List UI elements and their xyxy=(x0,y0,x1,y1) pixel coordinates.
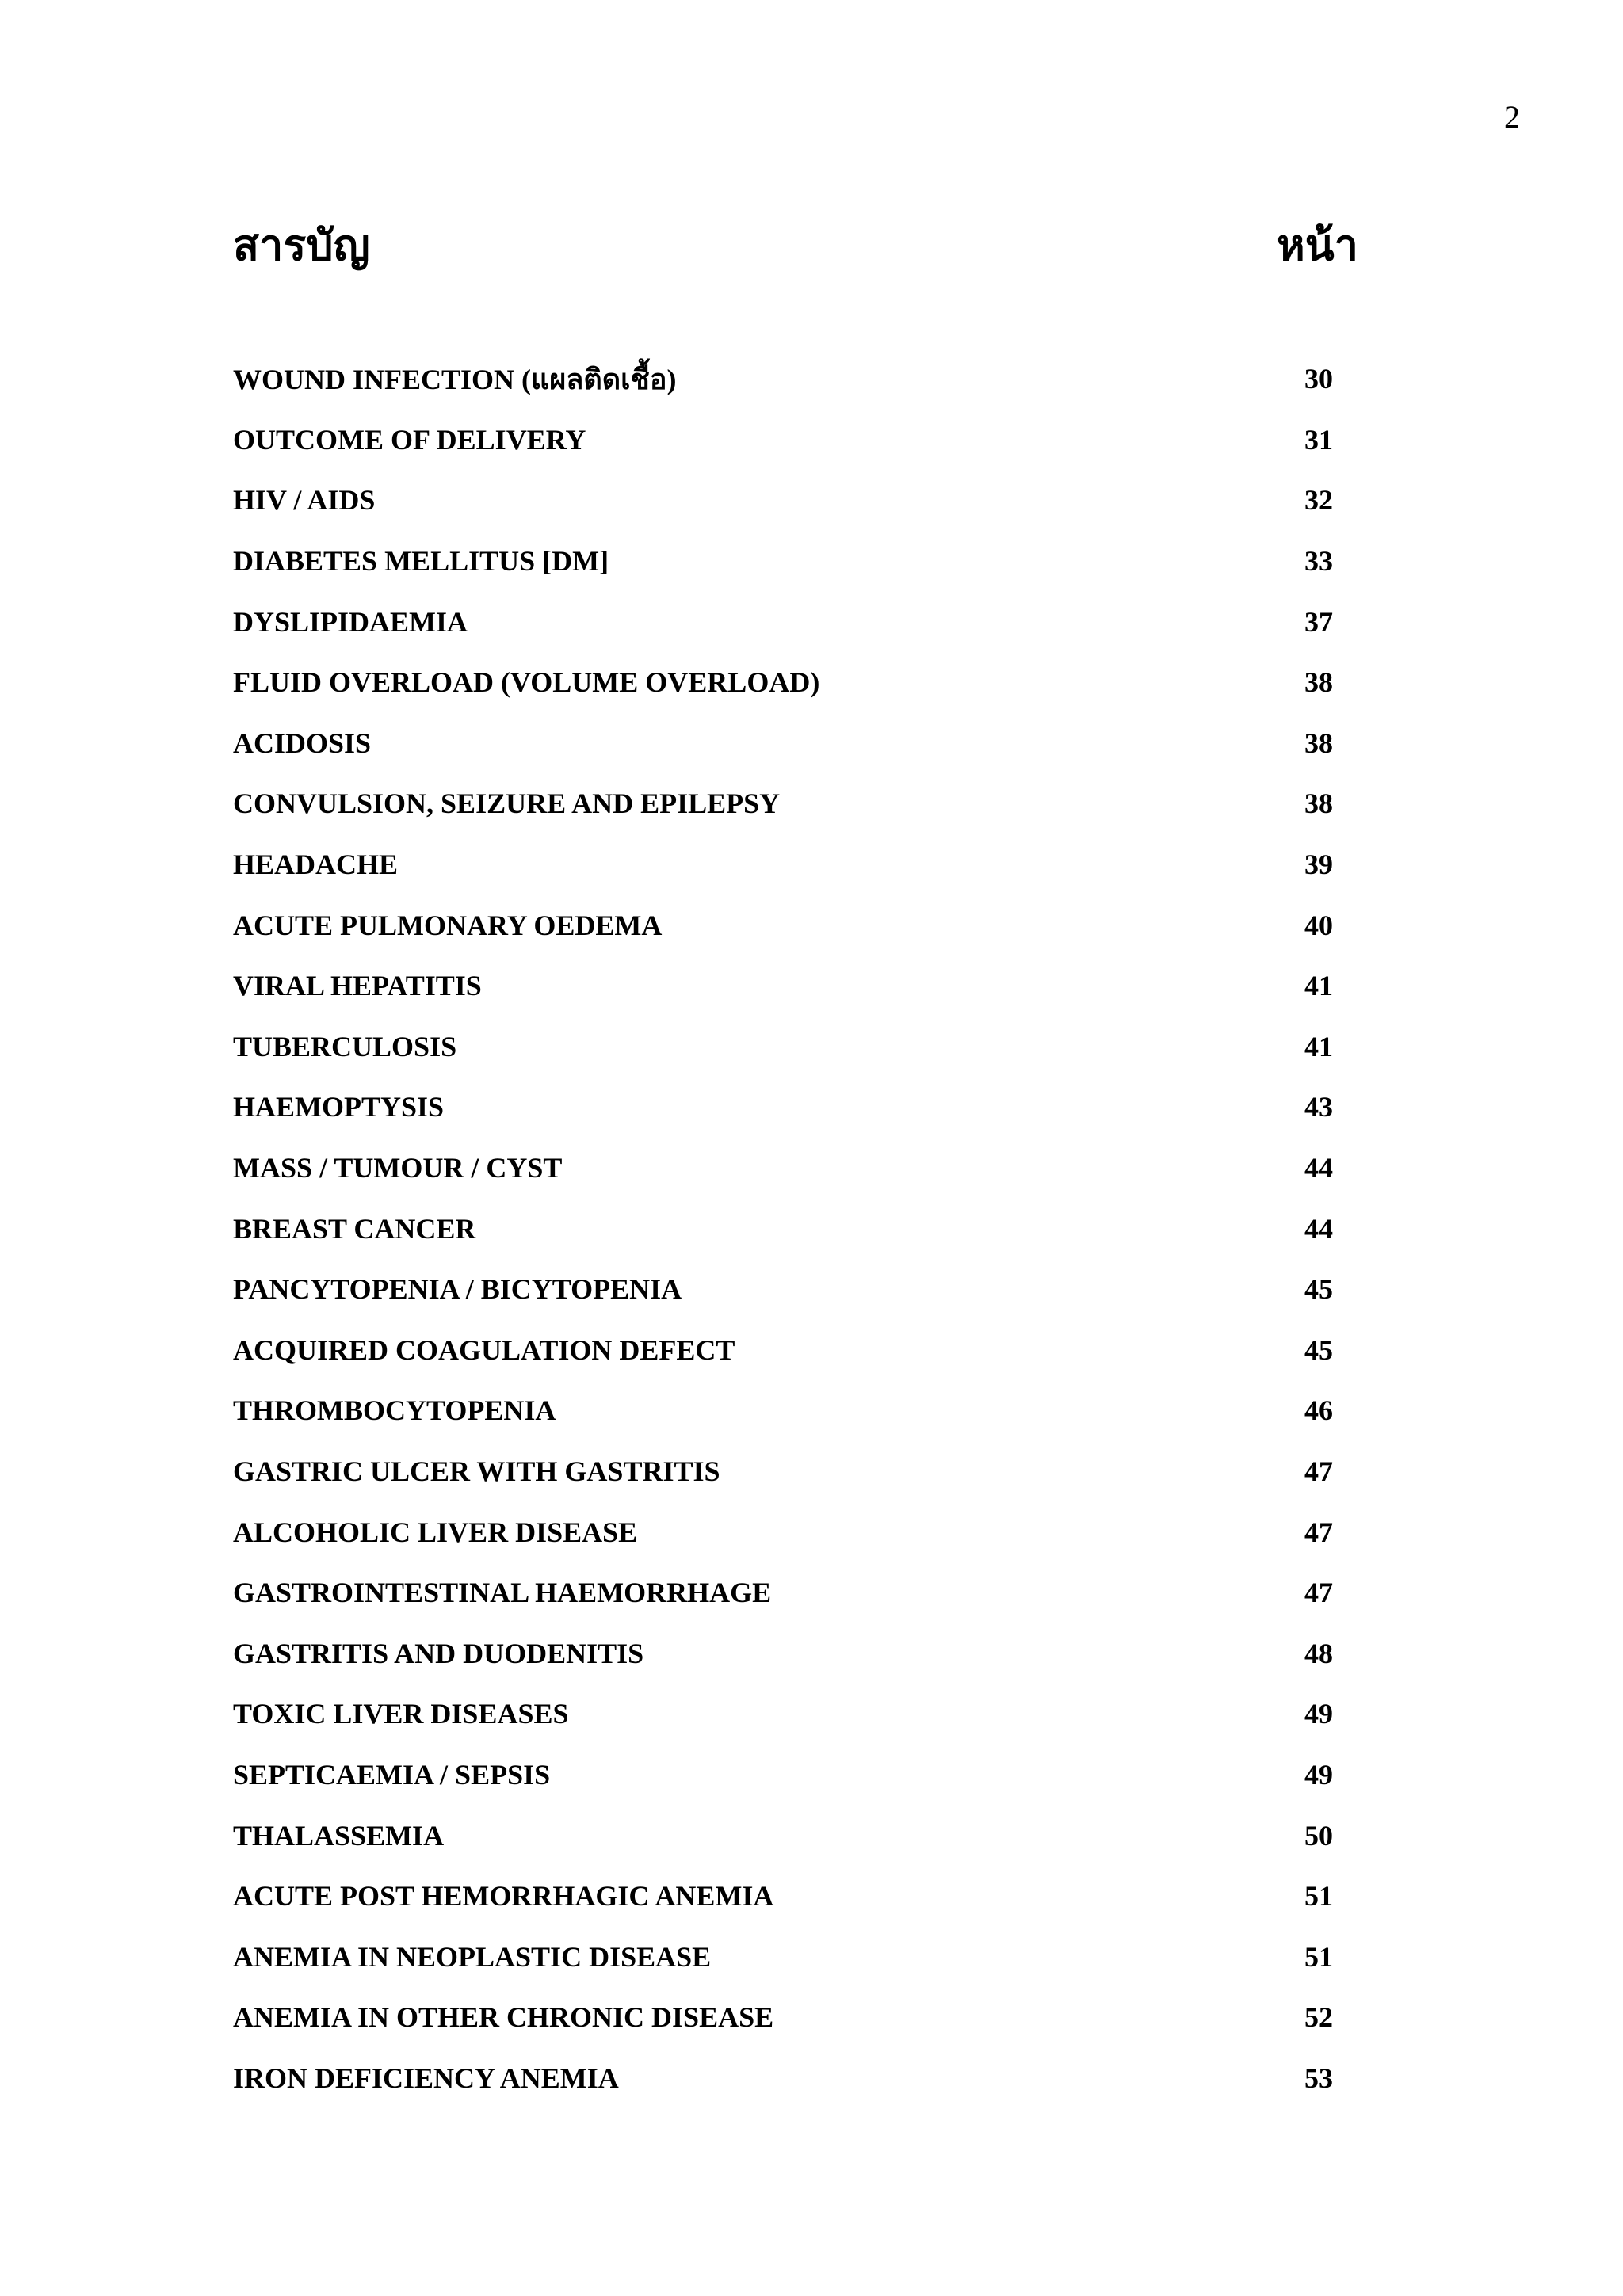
toc-entry-page-number: 33 xyxy=(1304,545,1333,578)
toc-entry-page-number: 40 xyxy=(1304,909,1333,941)
toc-entry-title: ANEMIA IN NEOPLASTIC DISEASE xyxy=(233,1940,712,1973)
toc-entry[interactable] xyxy=(233,531,1342,592)
toc-entry[interactable] xyxy=(233,1380,1342,1441)
toc-entry-title: HEADACHE xyxy=(233,849,399,881)
toc-entry-title: BREAST CANCER xyxy=(233,1212,476,1245)
toc-entry[interactable] xyxy=(233,349,1342,410)
toc-entry-title: ACIDOSIS xyxy=(233,727,372,759)
toc-entry[interactable] xyxy=(233,591,1342,652)
toc-page-column-heading: หน้า xyxy=(1277,222,1358,269)
toc-entry-page-number: 52 xyxy=(1304,2001,1333,2034)
toc-entry-title: HIV / AIDS xyxy=(233,484,376,517)
toc-entry-page-number: 31 xyxy=(1304,423,1333,456)
toc-entry[interactable] xyxy=(233,834,1342,895)
toc-entry-title: SEPTICAEMIA / SEPSIS xyxy=(233,1758,551,1791)
toc-entry-page-number: 43 xyxy=(1304,1091,1333,1123)
toc-entry-page-number: 47 xyxy=(1304,1455,1333,1487)
toc-entry-page-number: 37 xyxy=(1304,605,1333,638)
toc-entry-title: MASS / TUMOUR / CYST xyxy=(233,1152,563,1184)
toc-entry-title: ACQUIRED COAGULATION DEFECT xyxy=(233,1333,735,1366)
toc-entry-title: GASTRITIS AND DUODENITIS xyxy=(233,1637,644,1669)
toc-entry-title: ACUTE POST HEMORRHAGIC ANEMIA xyxy=(233,1880,774,1913)
toc-entry-page-number: 38 xyxy=(1304,727,1333,759)
toc-entry-page-number: 41 xyxy=(1304,1030,1333,1062)
toc-entry[interactable] xyxy=(233,1138,1342,1199)
toc-entry-title: WOUND INFECTION (แผลติดเชื้อ) xyxy=(233,363,677,395)
toc-entry[interactable] xyxy=(233,1745,1342,1806)
toc-entry-page-number: 44 xyxy=(1304,1152,1333,1184)
toc-entry-title: TOXIC LIVER DISEASES xyxy=(233,1698,569,1730)
toc-entry[interactable] xyxy=(233,1684,1342,1745)
toc-entry-page-number: 39 xyxy=(1304,849,1333,881)
toc-entry[interactable] xyxy=(233,1866,1342,1927)
toc-entry[interactable] xyxy=(233,1077,1342,1138)
toc-entry[interactable] xyxy=(233,410,1342,471)
toc-entry[interactable] xyxy=(233,713,1342,774)
toc-entry-page-number: 30 xyxy=(1304,363,1333,395)
toc-entry-title: TUBERCULOSIS xyxy=(233,1030,457,1062)
toc-entry-page-number: 32 xyxy=(1304,484,1333,517)
toc-entry[interactable] xyxy=(233,1926,1342,1987)
toc-entry-title: GASTRIC ULCER WITH GASTRITIS xyxy=(233,1455,720,1487)
toc-entry[interactable] xyxy=(233,1259,1342,1320)
toc-entry-title: ACUTE PULMONARY OEDEMA xyxy=(233,909,663,941)
toc-entry[interactable] xyxy=(233,652,1342,713)
toc-list xyxy=(233,349,1342,2108)
toc-entry-page-number: 46 xyxy=(1304,1394,1333,1427)
toc-entry-page-number: 47 xyxy=(1304,1577,1333,1609)
toc-entry-page-number: 38 xyxy=(1304,666,1333,699)
toc-entry-title: DYSLIPIDAEMIA xyxy=(233,605,468,638)
toc-entry-page-number: 53 xyxy=(1304,2061,1333,2094)
toc-entry[interactable] xyxy=(233,1805,1342,1866)
toc-entry-page-number: 45 xyxy=(1304,1333,1333,1366)
toc-entry[interactable] xyxy=(233,2048,1342,2109)
toc-entry-page-number: 45 xyxy=(1304,1273,1333,1306)
toc-entry[interactable] xyxy=(233,955,1342,1016)
toc-entry-title: THROMBOCYTOPENIA xyxy=(233,1394,556,1427)
toc-entry-title: FLUID OVERLOAD (VOLUME OVERLOAD) xyxy=(233,666,820,699)
toc-entry-title: OUTCOME OF DELIVERY xyxy=(233,423,586,456)
toc-entry[interactable] xyxy=(233,1987,1342,2048)
toc-entry[interactable] xyxy=(233,1320,1342,1381)
toc-entry[interactable] xyxy=(233,1198,1342,1259)
toc-entry-title: PANCYTOPENIA / BICYTOPENIA xyxy=(233,1273,682,1306)
toc-entry-title: CONVULSION, SEIZURE AND EPILEPSY xyxy=(233,788,781,820)
page-number: 2 xyxy=(1504,99,1520,135)
toc-entry-page-number: 47 xyxy=(1304,1516,1333,1548)
toc-entry-title: GASTROINTESTINAL HAEMORRHAGE xyxy=(233,1577,772,1609)
toc-entry-title: ANEMIA IN OTHER CHRONIC DISEASE xyxy=(233,2001,774,2034)
toc-entry[interactable] xyxy=(233,894,1342,955)
toc-entry-page-number: 48 xyxy=(1304,1637,1333,1669)
toc-entry-title: VIRAL HEPATITIS xyxy=(233,970,482,1002)
toc-entry-page-number: 41 xyxy=(1304,970,1333,1002)
toc-entry-page-number: 44 xyxy=(1304,1212,1333,1245)
toc-entry[interactable] xyxy=(233,1562,1342,1623)
toc-entry-page-number: 38 xyxy=(1304,788,1333,820)
toc-entry[interactable] xyxy=(233,1501,1342,1562)
toc-entry-title: HAEMOPTYSIS xyxy=(233,1091,445,1123)
toc-entry[interactable] xyxy=(233,1016,1342,1077)
toc-entry-title: DIABETES MELLITUS [DM] xyxy=(233,545,609,578)
toc-entry-page-number: 49 xyxy=(1304,1758,1333,1791)
toc-entry-page-number: 49 xyxy=(1304,1698,1333,1730)
toc-entry-page-number: 50 xyxy=(1304,1819,1333,1852)
toc-entry-title: THALASSEMIA xyxy=(233,1819,445,1852)
toc-title: สารบัญ xyxy=(233,222,370,269)
toc-entry[interactable] xyxy=(233,1623,1342,1684)
toc-entry[interactable] xyxy=(233,470,1342,531)
toc-entry-title: ALCOHOLIC LIVER DISEASE xyxy=(233,1516,638,1548)
toc-entry[interactable] xyxy=(233,1441,1342,1502)
toc-entry-page-number: 51 xyxy=(1304,1880,1333,1913)
toc-header xyxy=(233,211,1358,274)
toc-entry-title: IRON DEFICIENCY ANEMIA xyxy=(233,2061,619,2094)
toc-entry[interactable] xyxy=(233,773,1342,834)
toc-entry-page-number: 51 xyxy=(1304,1940,1333,1973)
